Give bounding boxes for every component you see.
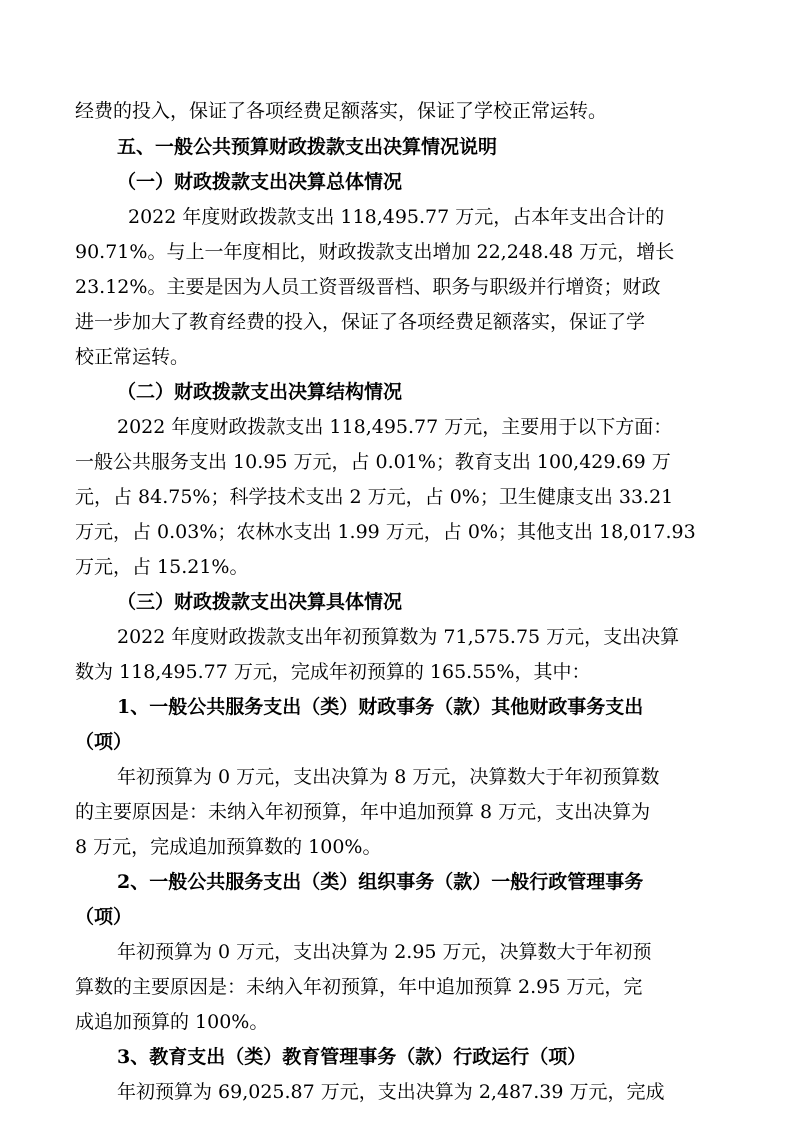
body-text-line: 2022 年度财政拨款支出 118,495.77 万元，占本年支出合计的	[128, 206, 665, 228]
subsection-heading: （二）财政拨款支出决算结构情况	[117, 381, 403, 403]
body-text-line: 90.71%。与上一年度相比，财政拨款支出增加 22,248.48 万元，增长	[75, 241, 675, 263]
body-text-line: 8 万元，完成追加预算数的 100%。	[75, 836, 382, 858]
body-text-line: 年初预算为 69,025.87 万元，支出决算为 2,487.39 万元，完成	[117, 1081, 665, 1103]
body-text-line: 万元，占 15.21%。	[75, 556, 249, 578]
item-heading: （项）	[75, 731, 133, 753]
item-heading: 3、教育支出（类）教育管理事务（款）行政运行（项）	[117, 1046, 587, 1068]
body-text-line: 元，占 84.75%；科学技术支出 2 万元，占 0%；卫生健康支出 33.21	[75, 486, 674, 508]
body-text-line: 校正常运转。	[75, 346, 190, 368]
body-text-line: 数为 118,495.77 万元，完成年初预算的 165.55%，其中：	[75, 661, 591, 683]
body-text-line: 算数的主要原因是：未纳入年初预算，年中追加预算 2.95 万元，完	[75, 976, 643, 998]
body-text-line: 2022 年度财政拨款支出 118,495.77 万元，主要用于以下方面：	[117, 416, 673, 438]
body-text-line: 2022 年度财政拨款支出年初预算数为 71,575.75 万元，支出决算	[117, 626, 680, 648]
section-heading: 五、一般公共预算财政拨款支出决算情况说明	[117, 136, 498, 158]
body-text-line: 一般公共服务支出 10.95 万元，占 0.01%；教育支出 100,429.69 万	[75, 451, 671, 473]
body-text-line: 万元，占 0.03%；农林水支出 1.99 万元，占 0%；其他支出 18,017.93	[75, 521, 696, 543]
subsection-heading: （一）财政拨款支出决算总体情况	[117, 171, 403, 193]
body-text-line: 年初预算为 0 万元，支出决算为 8 万元，决算数大于年初预算数	[117, 766, 660, 788]
body-text-line: 经费的投入，保证了各项经费足额落实，保证了学校正常运转。	[75, 100, 608, 122]
body-text-line: 23.12%。主要是因为人员工资晋级晋档、职务与职级并行增资；财政	[75, 276, 661, 298]
body-text-line: 的主要原因是：未纳入年初预算，年中追加预算 8 万元，支出决算为	[75, 801, 651, 823]
body-text-line: 成追加预算的 100%。	[75, 1011, 269, 1033]
item-heading: （项）	[75, 906, 133, 928]
subsection-heading: （三）财政拨款支出决算具体情况	[117, 591, 403, 613]
body-text-line: 进一步加大了教育经费的投入，保证了各项经费足额落实，保证了学	[75, 311, 646, 333]
body-text-line: 年初预算为 0 万元，支出决算为 2.95 万元，决算数大于年初预	[117, 941, 652, 963]
item-heading: 2、一般公共服务支出（类）组织事务（款）一般行政管理事务	[117, 871, 644, 893]
item-heading: 1、一般公共服务支出（类）财政事务（款）其他财政事务支出	[117, 696, 644, 718]
